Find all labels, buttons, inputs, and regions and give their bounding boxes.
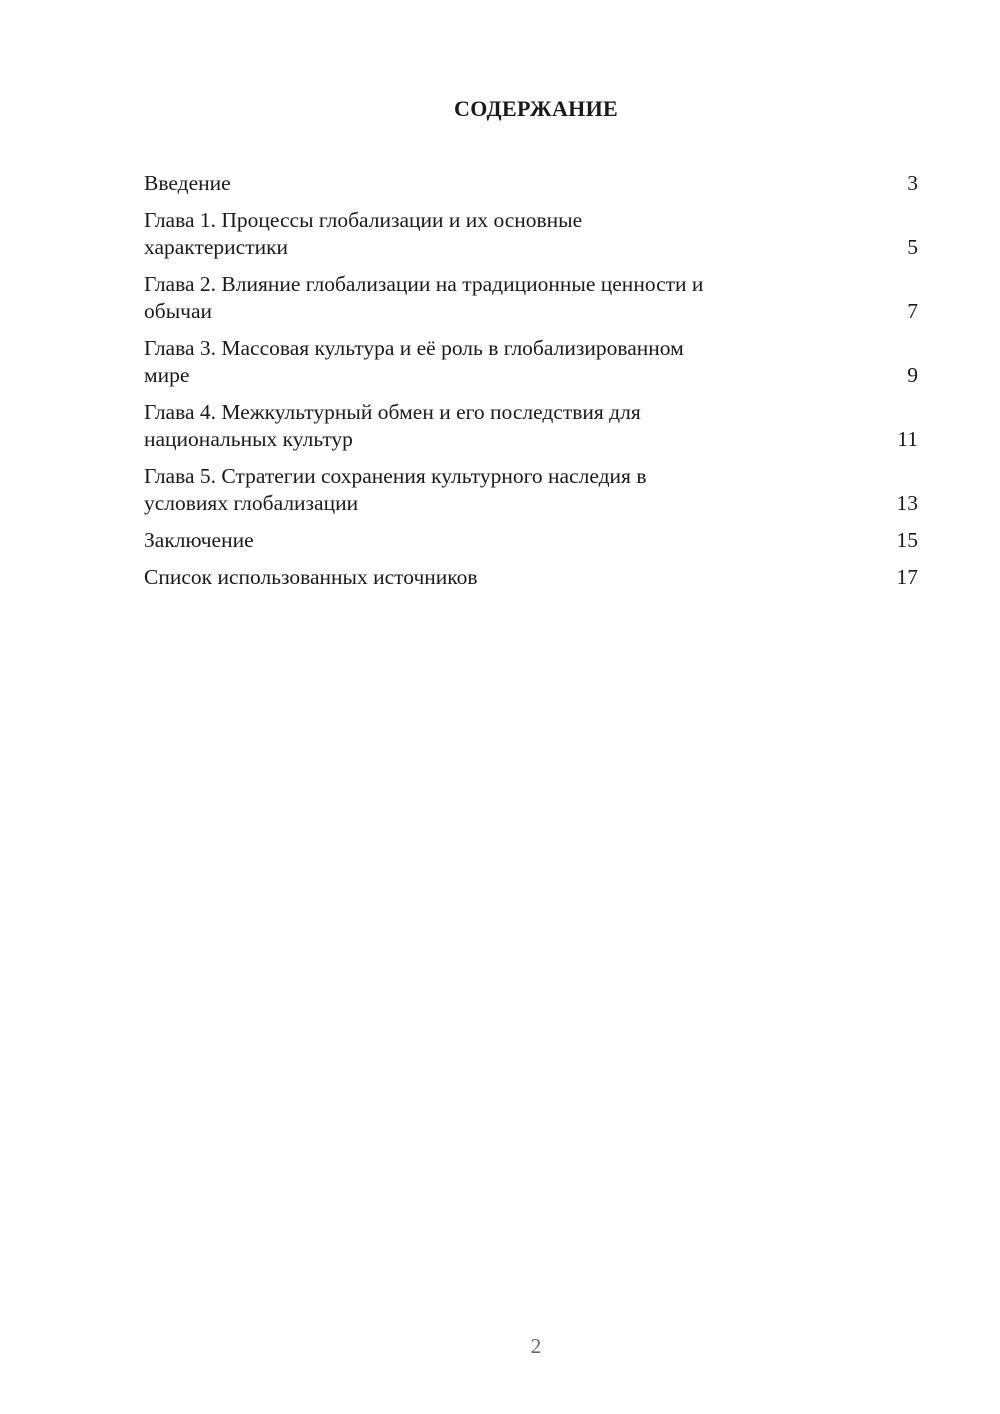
toc-entry-text: Глава 4. Межкультурный обмен и его последствия для национальных культур <box>144 400 641 451</box>
toc-entry-introduction <box>144 170 918 197</box>
toc-entry-chapter-1 <box>144 207 918 261</box>
toc-entry-text: Введение <box>144 171 231 195</box>
toc-entry-text: Заключение <box>144 528 254 552</box>
toc-title: СОДЕРЖАНИЕ <box>454 96 618 121</box>
toc-entry-page: 5 <box>907 235 918 259</box>
toc-entry-references <box>144 564 918 591</box>
page-number: 2 <box>530 1334 542 1358</box>
toc-entry-page: 3 <box>907 171 918 195</box>
toc-entry-conclusion <box>144 527 918 554</box>
toc-entry-text: Список использованных источников <box>144 565 478 589</box>
toc-entry-page: 15 <box>896 528 918 552</box>
toc-entry-page: 9 <box>907 363 918 387</box>
toc-entry-text: Глава 1. Процессы глобализации и их основные характеристики <box>144 208 583 259</box>
toc-entry-page: 7 <box>907 299 918 323</box>
toc-entry-page: 13 <box>896 491 918 515</box>
toc-entry-text: Глава 2. Влияние глобализации на традиционные ценности и обычаи <box>144 272 704 323</box>
toc-entry-text: Глава 3. Массовая культура и её роль в глобализированном мире <box>144 336 684 387</box>
toc-entry-chapter-2 <box>144 271 918 325</box>
toc-list <box>144 170 918 601</box>
toc-entry-chapter-5 <box>144 463 918 517</box>
toc-entry-chapter-3 <box>144 335 918 389</box>
toc-entry-chapter-4 <box>144 399 918 453</box>
toc-entry-page: 17 <box>896 565 918 589</box>
toc-entry-text: Глава 5. Стратегии сохранения культурного наследия в условиях глобализации <box>144 464 647 515</box>
toc-entry-page: 11 <box>897 427 918 451</box>
